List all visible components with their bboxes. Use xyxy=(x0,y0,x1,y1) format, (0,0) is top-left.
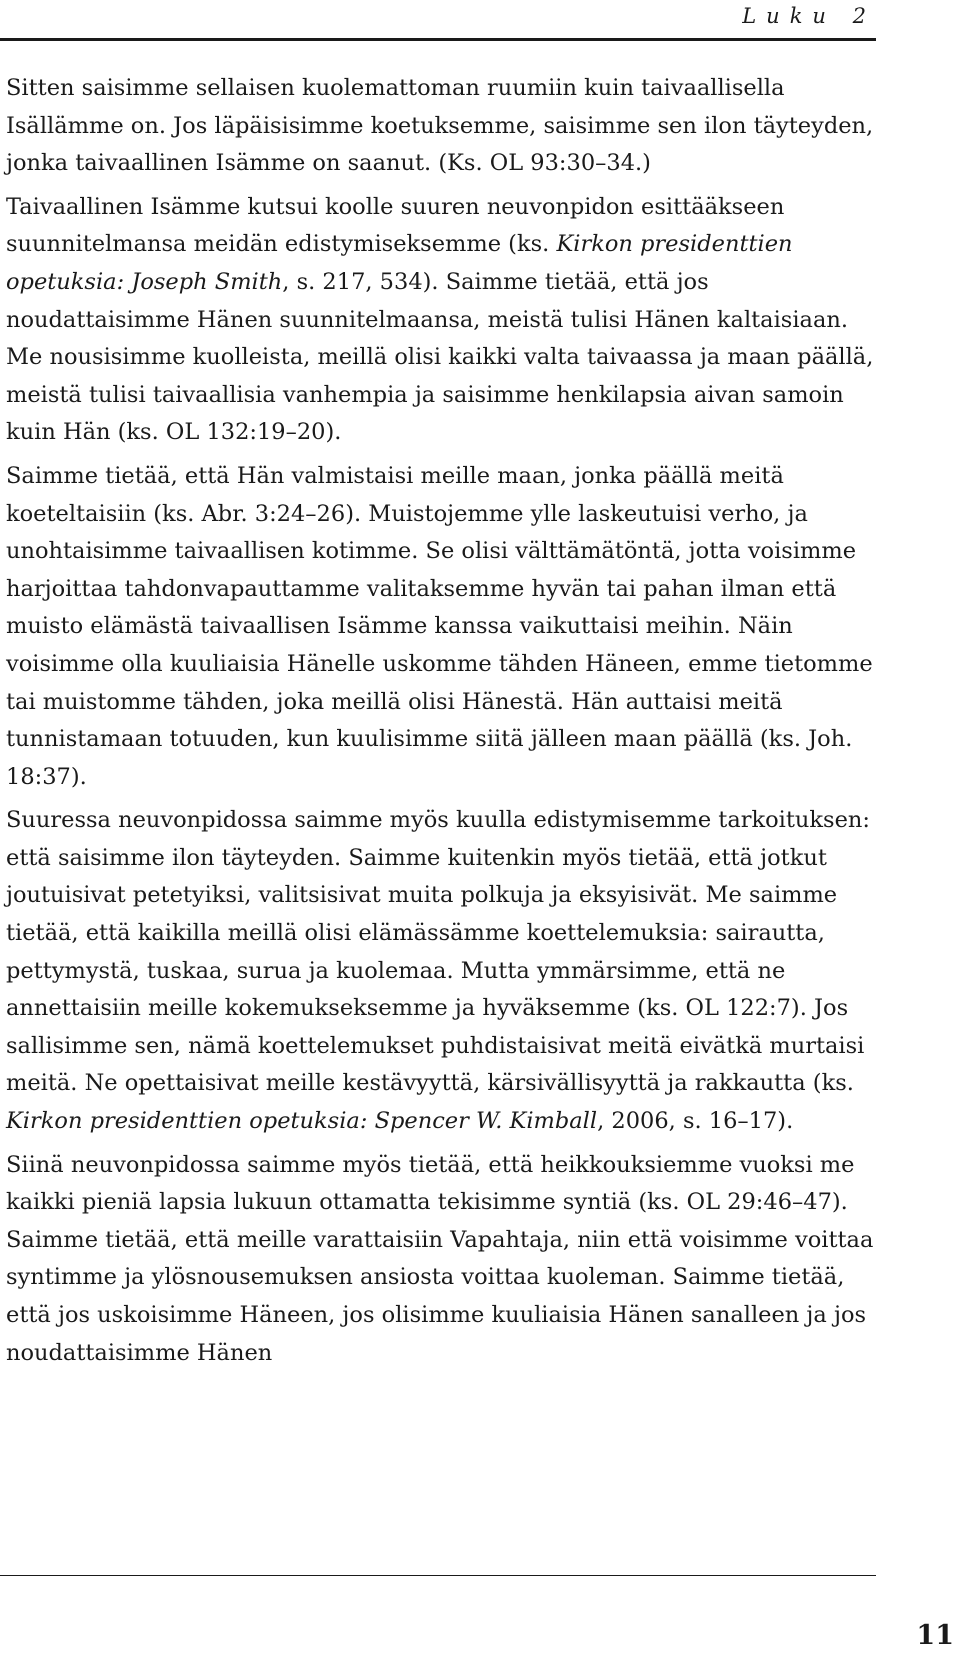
text-segment: Siinä neuvonpidossa saimme myös tietää, että heikkouksiemme vuoksi me kaikki pieniä lapsia lukuun ottamatta tekisimme syntiä (ks. OL 29:46–47). Saimme tietää, että meille varattaisiin Vapahtaja, niin että voisimme voittaa syntimme ja ylösnousemuksen ansiosta voittaa kuoleman. Saimme tietää, että jos uskoisimme Häneen, jos olisimme kuuliaisia Hänen sanalleen ja jos noudattaisimme Hänen xyxy=(6,1151,874,1366)
text-segment: Suuressa neuvonpidossa saimme myös kuulla edistymisemme tarkoituksen: että saisimme ilon täyteyden. Saimme kuitenkin myös tietää, että jotkut joutuisivat petetyiksi, valitsisivat muita polkuja ja eksyisivät. Me saimme tietää, että kaikilla meillä olisi elämässämme koettelemuksia: sairautta, pettymystä, tuskaa, surua ja kuolemaa. Mutta ymmärsimme, että ne annettaisiin meille kokemukseksemme ja hyväksemme (ks. OL 122:7). Jos sallisimme sen, nämä koettelemukset puhdistaisivat meitä eivätkä murtaisi meitä. Ne opettaisivat meille kestävyyttä, kärsivällisyyttä ja rakkautta (ks. xyxy=(6,807,870,1097)
paragraph xyxy=(6,458,874,796)
paragraph xyxy=(6,70,874,183)
text-segment: Saimme tietää, että Hän valmistaisi meille maan, jonka päällä meitä koeteltaisiin (ks. Abr. 3:24–26). Muistojemme ylle laskeutuisi verho, ja unohtaisimme taivaallisen kotimme. Se olisi välttämätöntä, jotta voisimme harjoittaa tahdonvapauttamme valitaksemme hyvän tai pahan ilman että muisto elämästä taivaallisen Isämme kanssa vaikuttaisi meihin. Näin voisimme olla kuuliaisia Hänelle uskomme tähden Häneen, emme tietomme tai muistomme tähden, joka meillä olisi Hänestä. Hän auttaisi meitä tunnistamaan totuuden, kun kuulisimme siitä jälleen maan päällä (ks. Joh. 18:37). xyxy=(6,462,873,790)
text-segment: , s. 217, 534). Saimme tietää, että jos noudattaisimme Hänen suunnitelmaansa, meistä tulisi Hänen kaltaisiaan. Me nousisimme kuolleista, meillä olisi kaikki valta taivaassa ja maan päällä, meistä tulisi taivaallisia vanhempia ja saisimme henkilapsia aivan samoin kuin Hän (ks. OL 132:19–20). xyxy=(6,268,874,446)
footer-rule xyxy=(0,1575,876,1576)
body-text xyxy=(6,70,874,1372)
text-segment: Taivaallinen Isämme kutsui koolle suuren neuvonpidon esittääkseen suunnitelmansa meidän edistymiseksemme (ks. xyxy=(6,193,785,258)
paragraph xyxy=(6,1147,874,1373)
citation-title: Kirkon presidenttien opetuksia: Joseph Smith xyxy=(6,231,793,295)
paragraph xyxy=(6,189,874,452)
text-segment: Sitten saisimme sellaisen kuolemattoman ruumiin kuin taivaallisella Isällämme on. Jos läpäisisimme koetuksemme, saisimme sen ilon täyteyden, jonka taivaallinen Isämme on saanut. (Ks. OL 93:30–34.) xyxy=(6,75,874,177)
paragraph xyxy=(6,802,874,1140)
page-header xyxy=(0,0,876,41)
citation-title: Kirkon presidenttien opetuksia: Spencer W. Kimball xyxy=(6,1108,598,1135)
page-number: 11 xyxy=(916,1620,954,1651)
text-segment: , 2006, s. 16–17). xyxy=(597,1108,794,1135)
running-head: Luku 2 xyxy=(742,4,876,28)
